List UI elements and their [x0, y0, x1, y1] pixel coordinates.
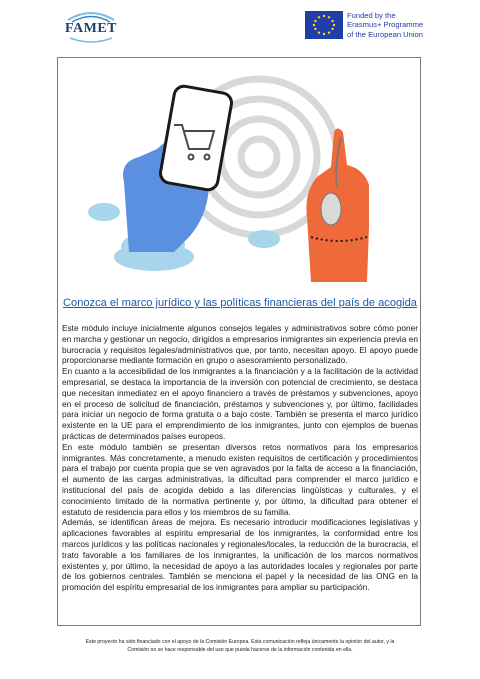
paragraph: En cuanto a la accesibilidad de los inmigrantes a la financiación y a la facilitación de la actividad empresarial, se destaca la importancia de la inversión con potencial de crecimiento, se destaca que necesitan inmediatez en el apoyo financiero a través de préstamos y subvenciones, apoyo en el proceso de solicitud de financiación, préstamos y subvenciones y, por último, facilidades para iniciar un negocio de forma gratuita o a bajo coste. También se presenta el marco jurídico existente en la UE para el emprendimiento de los inmigrantes, junto con ejemplos de buenas prácticas de determinados países europeos. — [62, 366, 418, 441]
cover-illustration — [79, 67, 399, 287]
page-header — [0, 0, 480, 50]
eu-line-2: Erasmus+ Programme — [347, 20, 424, 30]
paragraph: Además, se identifican áreas de mejora. Es necesario introducir modificaciones legislativas y aplicaciones favorables al espíritu empresarial de los inmigrantes, la conformidad entre los marcos jurídicos y las políticas nacionales y regionales/locales, la reducción de la burocracia, el trato favorable a los familiares de los inmigrantes, la unificación de los marcos normativos existentes y, por último, la necesidad de apoyo a las autoridades locales y regionales por parte de los gobiernos centrales. También se menciona el papel y la necesidad de las ONG en la promoción del espíritu empresarial de los inmigrantes para ampliar su participación. — [62, 517, 418, 593]
paragraph: Este módulo incluye inicialmente algunos consejos legales y administrativos sobre cómo poner en marcha y gestionar un negocio, dirigidos a empresarios inmigrantes sin experiencia previa en burocracia y requisitos legales/administrativos que, por tanto, necesitan apoyo. El apoyo puede proporcionarse mediante formación en grupo o asesoramiento personalizado. — [62, 323, 418, 366]
eu-funding-text — [347, 11, 423, 39]
eu-line-3: of the European Union — [347, 29, 423, 39]
eu-line-1: Funded by the — [347, 11, 396, 20]
eu-flag-icon — [305, 11, 343, 39]
logo-text: FAMET — [64, 21, 117, 36]
eu-funding-badge — [305, 11, 470, 43]
page-footer — [40, 638, 440, 654]
footer-line-2: Comisión no se hace responsable del uso que pueda hacerse de la información contenida en ella. — [127, 647, 353, 653]
famet-logo — [62, 8, 120, 44]
section-title: Conozca el marco jurídico y las políticas financieras del país de acogida — [63, 297, 417, 309]
footer-line-1: Este proyecto ha sido financiado con el apoyo de la Comisión Europea. Esta comunicación refleja únicamente la opinión del autor, y la — [85, 639, 395, 645]
body-text — [62, 323, 418, 593]
paragraph: En este módulo también se presentan diversos retos normativos para los empresarios inmigrantes. Más concretamente, a menudo existen requisitos de certificación y procedimientos para el trabajo por cuenta propia que se ven agravados por la falta de acceso a la financiación, el aumento de las cargas administrativas, la dificultad para comprender el marco jurídico e institucional del país de acogida debido a las diferencias lingüísticas y culturales, y el conocimiento limitado de la normativa pertinente y, por último, la dificultad para obtener el estatuto de residencia para ellos y los miembros de su familia. — [62, 441, 418, 517]
